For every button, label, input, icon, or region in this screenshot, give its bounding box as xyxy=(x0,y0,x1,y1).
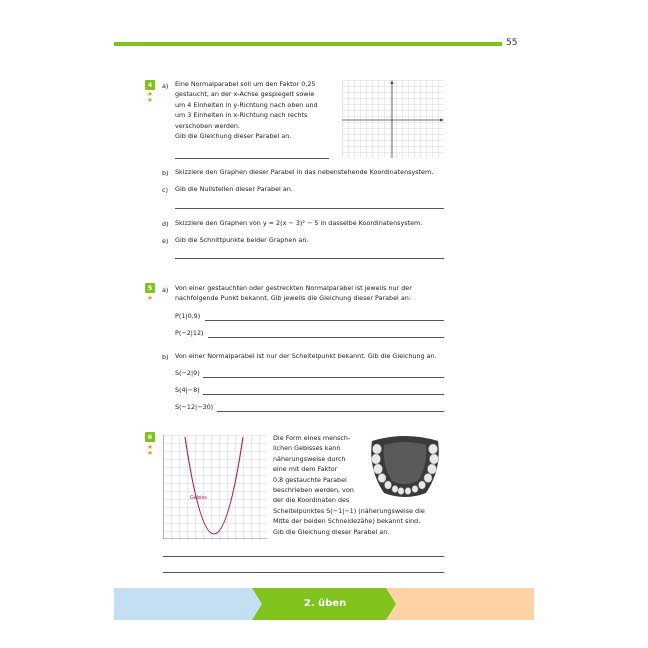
task-5b-label: b) xyxy=(162,353,169,361)
task-4d-text: Skizziere den Graphen von y = 2(x − 3)² − 5 in dasselbe Koordinatensystem. xyxy=(175,219,423,227)
text-line: verschoben werden. xyxy=(175,121,240,130)
answer-line-4a[interactable] xyxy=(175,158,329,159)
section-label: 2. üben xyxy=(303,598,347,609)
text-line: der die Koordinaten des xyxy=(273,496,350,505)
point-label: P(1|0,9) xyxy=(175,312,201,320)
task-4e-label: e) xyxy=(162,237,169,245)
star-icon: ★ xyxy=(147,96,153,104)
task-4b-label: b) xyxy=(162,169,169,177)
point-label: P(−2|12) xyxy=(175,329,204,337)
text-line: 0,8 gestauchte Parabel xyxy=(273,475,347,484)
graph-label: Gebiss xyxy=(190,495,207,501)
coordinate-grid xyxy=(342,80,444,158)
parabola-curve xyxy=(185,437,243,534)
text-line: Gib die Gleichung dieser Parabel an. xyxy=(273,527,390,536)
top-green-bar xyxy=(114,42,502,46)
star-icon: ★ xyxy=(147,90,153,98)
text-line: nachfolgende Punkt bekannt. Gib jeweils die Gleichung dieser Parabel an: xyxy=(175,294,411,303)
page-number: 55 xyxy=(506,38,518,48)
vertex-label: S(−12|−30) xyxy=(175,403,214,411)
answer-line-6[interactable] xyxy=(163,572,444,573)
text-line: Mitte der beiden Schneidezähe) bekannt sind. xyxy=(273,517,421,526)
task-4b-text: Skizziere den Graphen dieser Parabel in das nebenstehende Koordinatensystem. xyxy=(175,168,434,176)
answer-line[interactable] xyxy=(208,337,444,338)
teeth-image xyxy=(366,435,444,499)
text-line: Die Form eines mensch- xyxy=(273,434,351,442)
teeth-illustration xyxy=(366,435,444,499)
task-6-badge: 6 xyxy=(145,432,155,442)
text-line: eine mit dem Faktor xyxy=(273,465,338,474)
task-5a-label: a) xyxy=(162,286,169,294)
text-line: Gib die Gleichung dieser Parabel an. xyxy=(175,132,292,141)
answer-line[interactable] xyxy=(217,411,444,412)
task-5a-text xyxy=(175,283,412,304)
text-line: Scheitelpunktes S(−1|−1) (näherungsweise die xyxy=(273,506,425,515)
task-4e-text: Gib die Schnittpunkte beider Graphen an. xyxy=(175,236,309,244)
axes-svg xyxy=(342,80,444,158)
task-4c-text: Gib die Nullstellen dieser Parabel an. xyxy=(175,185,293,193)
answer-line[interactable] xyxy=(203,394,444,395)
task-5b-text: Von einer Normalparabel ist nur der Scheitelpunkt bekannt. Gib die Gleichung an. xyxy=(175,352,437,360)
text-line: näherungsweise durch xyxy=(273,454,346,463)
task-5-badge: 5 xyxy=(145,283,155,293)
star-icon: ★ xyxy=(147,449,153,457)
answer-line[interactable] xyxy=(205,320,444,321)
text-line: um 4 Einheiten in y-Richtung nach oben und xyxy=(175,100,318,109)
vertex-label: S(4|−8) xyxy=(175,386,200,394)
task-4-badge: 4 xyxy=(145,80,155,90)
parabola-graph xyxy=(163,435,267,539)
vertex-label: S(−2|9) xyxy=(175,369,200,377)
task-4a-label: a) xyxy=(162,82,169,90)
star-icon: ★ xyxy=(147,443,153,451)
task-4c-label: c) xyxy=(162,186,169,194)
text-line: lichen Gebisses kann xyxy=(273,444,341,453)
task-4a-text xyxy=(175,79,318,141)
star-icon: ★ xyxy=(147,294,153,302)
task-4d-label: d) xyxy=(162,220,169,228)
text-line: gestaucht, an der x-Achse gespiegelt sowie xyxy=(175,90,315,99)
answer-line-4c[interactable] xyxy=(175,208,444,209)
answer-line[interactable] xyxy=(203,377,444,378)
parabola-svg xyxy=(163,435,267,539)
answer-line-6[interactable] xyxy=(163,556,444,557)
answer-line-4e[interactable] xyxy=(175,258,444,259)
footer-bar xyxy=(114,588,534,620)
text-line: Von einer gestauchten oder gestreckten Normalparabel ist jeweils nur der xyxy=(175,284,412,292)
text-line: beschrieben werden, von xyxy=(273,486,354,495)
text-line: um 3 Einheiten in x-Richtung nach rechts xyxy=(175,111,308,120)
text-line: Eine Normalparabel soll um den Faktor 0,25 xyxy=(175,80,316,88)
